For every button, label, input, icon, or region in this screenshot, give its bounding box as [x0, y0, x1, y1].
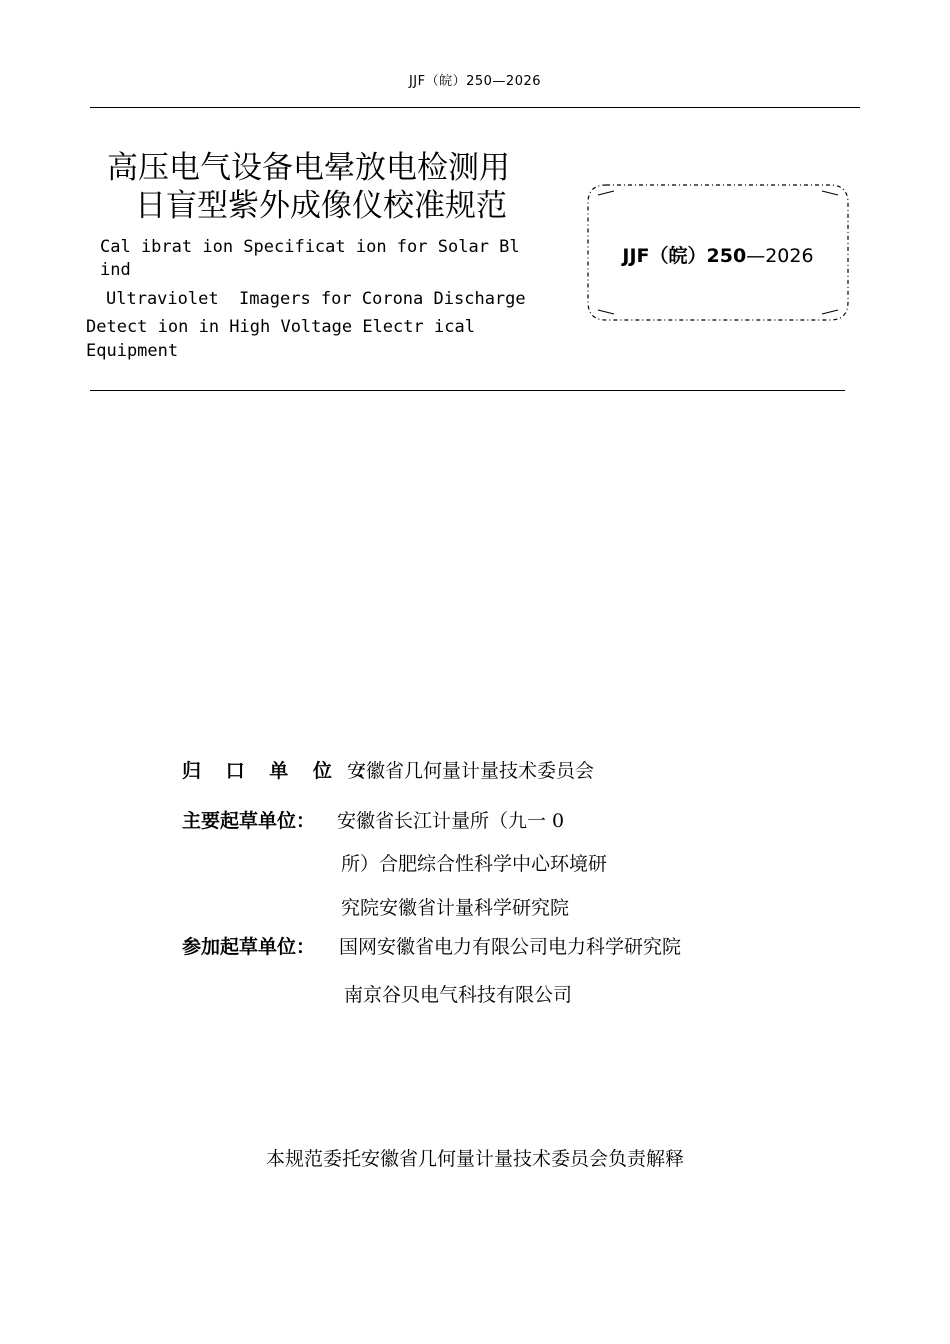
stamp-code-bold: JJF（皖）250 [622, 245, 747, 267]
stamp-code-year: —2026 [746, 245, 814, 267]
main-drafting-unit-label: 主要起草单位： [182, 810, 316, 832]
guikou-unit-value: 安徽省几何量计量技术委员会 [347, 760, 595, 782]
main-drafting-unit-line-1: 安徽省长江计量所（九一 0 [337, 810, 565, 832]
top-divider [90, 107, 860, 108]
title-en-line-4: Detect ion in High Voltage Electr ical [86, 317, 475, 337]
participating-unit-line-1: 国网安徽省电力有限公司电力科学研究院 [339, 936, 682, 958]
header-standard-code: JJF（皖）250—2026 [408, 74, 542, 89]
main-drafting-unit-line-3: 究院安徽省计量科学研究院 [341, 897, 570, 919]
standard-code-stamp [584, 181, 852, 324]
stamp-code [584, 241, 852, 268]
title-en-line-3: Ultraviolet Imagers for Corona Discharge [106, 289, 526, 309]
participating-unit-line-2: 南京谷贝电气科技有限公司 [344, 984, 573, 1006]
bottom-divider [90, 390, 845, 391]
title-en-line-5: Equipment [86, 341, 179, 361]
main-drafting-unit-line-2: 所）合肥综合性科学中心环境研 [341, 853, 608, 875]
title-cn-line-2: 日盲型紫外成像仪校准规范 [135, 188, 507, 224]
title-en-line-2: ind [100, 260, 131, 280]
title-cn-line-1: 高压电气设备电晕放电检测用 [107, 150, 510, 186]
guikou-unit-label: 归 口 单 位 ： [182, 760, 385, 782]
title-en-line-1: Cal ibrat ion Specificat ion for Solar Bl [100, 237, 520, 257]
participating-unit-label: 参加起草单位： [182, 936, 316, 958]
interpretation-note: 本规范委托安徽省几何量计量技术委员会负责解释 [265, 1148, 684, 1170]
